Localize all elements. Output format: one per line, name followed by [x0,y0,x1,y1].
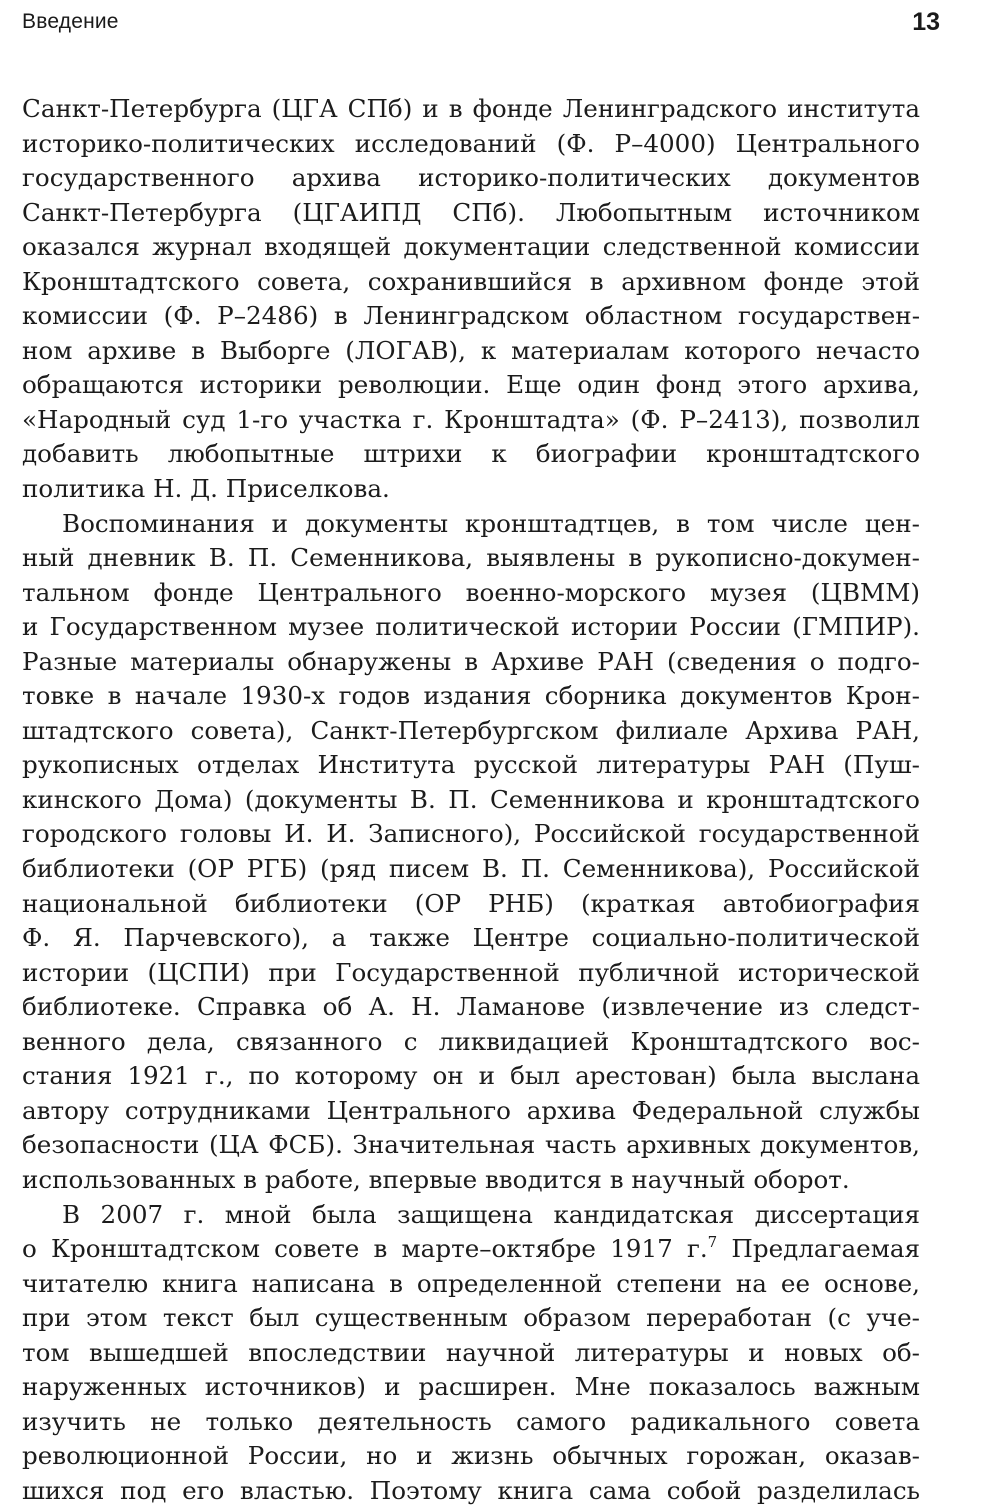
text-line: обращаются историки революции. Еще один фонд этого архива, [22,368,920,403]
text-line: штадтского совета), Санкт-Петербургском филиале Архива РАН, [22,714,920,749]
text-line: историко-политических исследований (Ф. Р–4000) Центрального [22,127,920,162]
body-text [22,92,920,1508]
text-line-part: о Кронштадтском совете в марте–октябре 1917 г. [22,1234,708,1263]
text-line: шихся под его властью. Поэтому книга сама собой разделилась [22,1474,920,1508]
footnote-reference[interactable]: 7 [708,1233,718,1251]
text-line: венного дела, связанного с ликвидацией Кронштадтского вос- [22,1025,920,1060]
text-line: библиотеки (ОР РГБ) (ряд писем В. П. Семенникова), Российской [22,852,920,887]
text-line: ный дневник В. П. Семенникова, выявлены в рукописно-докумен- [22,541,920,576]
text-line: В 2007 г. мной была защищена кандидатская диссертация [22,1198,920,1233]
text-line: тальном фонде Центрального военно-морского музея (ЦВММ) [22,576,920,611]
running-title: Введение [22,10,119,34]
text-line: рукописных отделах Института русской литературы РАН (Пуш- [22,748,920,783]
text-line: том вышедшей впоследствии научной литературы и новых об- [22,1336,920,1371]
text-line: читателю книга написана в определенной степени на ее основе, [22,1267,920,1302]
text-line: национальной библиотеки (ОР РНБ) (краткая автобиография [22,887,920,922]
text-line: кинского Дома) (документы В. П. Семенникова и кронштадтского [22,783,920,818]
text-line: Ф. Я. Парчевского), а также Центре социально-политической [22,921,920,956]
page-header [22,8,940,40]
text-line: оказался журнал входящей документации следственной комиссии [22,230,920,265]
text-line: библиотеке. Справка об А. Н. Ламанове (извлечение из следст- [22,990,920,1025]
text-line: и Государственном музее политической истории России (ГМПИР). [22,610,920,645]
text-line-part: Предлагаемая [717,1234,920,1263]
text-line: стания 1921 г., по которому он и был арестован) была выслана [22,1059,920,1094]
text-line: добавить любопытные штрихи к биографии кронштадтского [22,437,920,472]
text-line: Разные материалы обнаружены в Архиве РАН (сведения о подго- [22,645,920,680]
text-line: Воспоминания и документы кронштадтцев, в том числе цен- [22,507,920,542]
text-line: «Народный суд 1-го участка г. Кронштадта» (Ф. Р–2413), позволил [22,403,920,438]
paragraph [22,507,920,1198]
page-number: 13 [912,8,940,37]
text-line: автору сотрудниками Центрального архива Федеральной службы [22,1094,920,1129]
text-line: революционной России, но и жизнь обычных горожан, оказав- [22,1439,920,1474]
text-line: безопасности (ЦА ФСБ). Значительная часть архивных документов, [22,1128,920,1163]
text-line: использованных в работе, впервые вводится в научный оборот. [22,1163,920,1198]
text-line: Санкт-Петербурга (ЦГА СПб) и в фонде Ленинградского института [22,92,920,127]
text-line: Санкт-Петербурга (ЦГАИПД СПб). Любопытным источником [22,196,920,231]
text-line: истории (ЦСПИ) при Государственной публичной исторической [22,956,920,991]
text-line: товке в начале 1930-х годов издания сборника документов Крон- [22,679,920,714]
text-line: Кронштадтского совета, сохранившийся в архивном фонде этой [22,265,920,300]
text-line: городского головы И. И. Записного), Российской государственной [22,817,920,852]
text-line: изучить не только деятельность самого радикального совета [22,1405,920,1440]
text-line: ном архиве в Выборге (ЛОГАВ), к материалам которого нечасто [22,334,920,369]
text-line: при этом текст был существенным образом переработан (с уче- [22,1301,920,1336]
text-line: политика Н. Д. Приселкова. [22,472,920,507]
text-line [22,1232,920,1267]
text-line: государственного архива историко-политических документов [22,161,920,196]
text-line: комиссии (Ф. Р–2486) в Ленинградском областном государствен- [22,299,920,334]
paragraph [22,1198,920,1508]
paragraph [22,92,920,507]
text-line: наруженных источников) и расширен. Мне показалось важным [22,1370,920,1405]
